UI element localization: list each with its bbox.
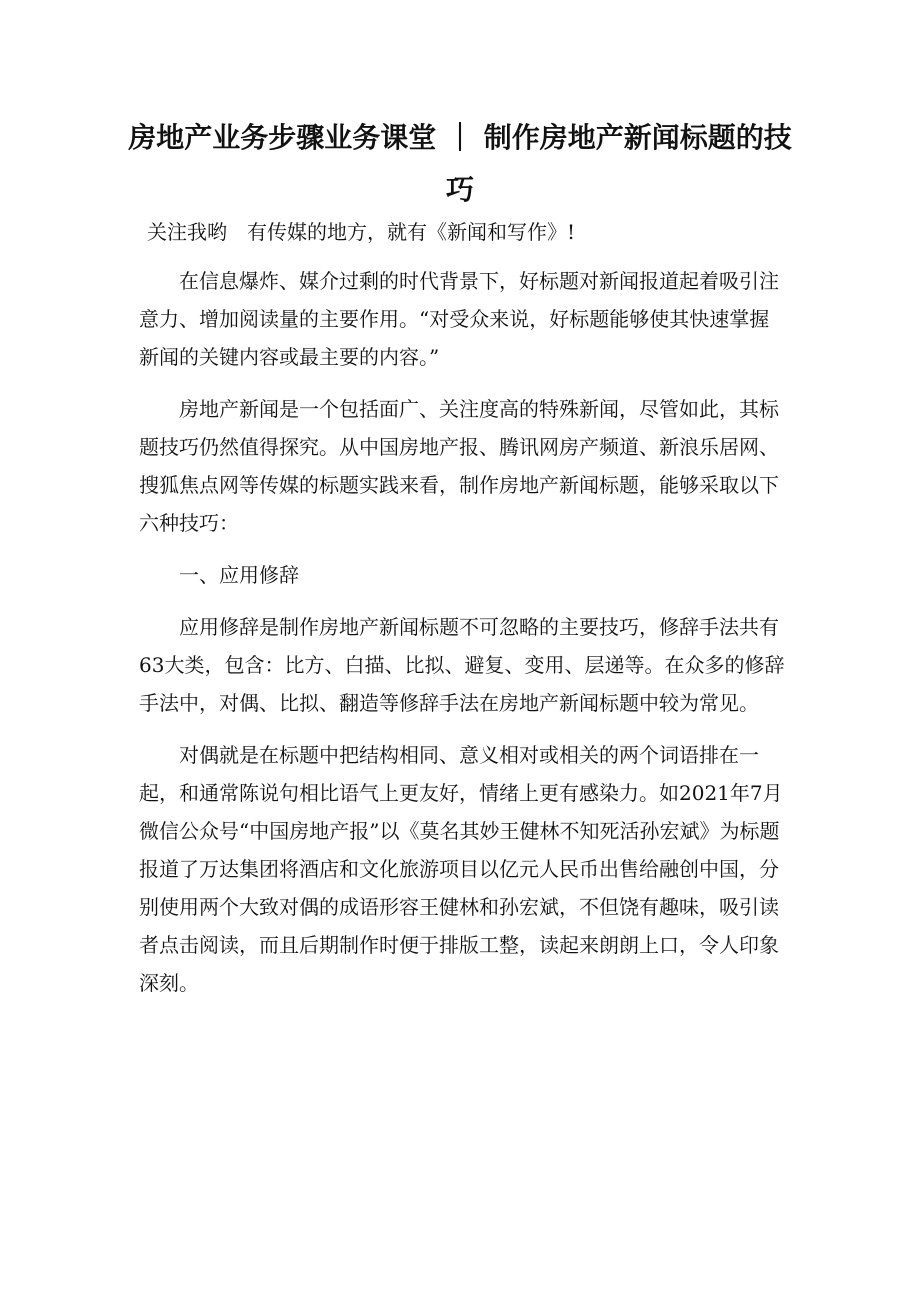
paragraph-antithesis: 对偶就是在标题中把结构相同、意义相对或相关的两个词语排在一起，和通常陈说句相比语气上更友好，情绪上更有感染力。如2021年7月微信公众号“中国房地产报”以《莫名其妙王健林不知死活孙宏斌》为标题报道了万达集团将酒店和文化旅游项目以亿元人民币出售给融创中国，分别使用两个大致对偶的成语形容王健林和孙宏斌，不但饶有趣味，吸引读者点击阅读，而且后期制作时便于排版工整，读起来朗朗上口，令人印象深刻。 bbox=[139, 743, 783, 995]
subtitle: 关注我哟 有传媒的地方，就有《新闻和写作》! bbox=[147, 220, 576, 244]
paragraph-intro: 在信息爆炸、媒介过剩的时代背景下，好标题对新闻报道起着吸引注意力、增加阅读量的主要作用。“对受众来说，好标题能够使其快速掌握新闻的关键内容或最主要的内容。” bbox=[139, 269, 779, 369]
page-title: 房地产业务步骤业务课堂 ｜ 制作房地产新闻标题的技巧 bbox=[128, 121, 792, 206]
article-body bbox=[139, 262, 789, 1002]
paragraph-context: 房地产新闻是一个包括面广、关注度高的特殊新闻，尽管如此，其标题技巧仍然值得探究。从中国房地产报、腾讯网房产频道、新浪乐居网、搜狐焦点网等传媒的标题实践来看，制作房地产新闻标题，能够采取以下六种技巧： bbox=[139, 397, 779, 535]
paragraph-rhetoric: 应用修辞是制作房地产新闻标题不可忽略的主要技巧，修辞手法共有63大类，包含：比方、白描、比拟、避复、变用、层递等。在众多的修辞手法中，对偶、比拟、翻造等修辞手法在房地产新闻标题中较为常见。 bbox=[139, 615, 785, 715]
section-heading-rhetoric: 一、应用修辞 bbox=[179, 563, 299, 587]
